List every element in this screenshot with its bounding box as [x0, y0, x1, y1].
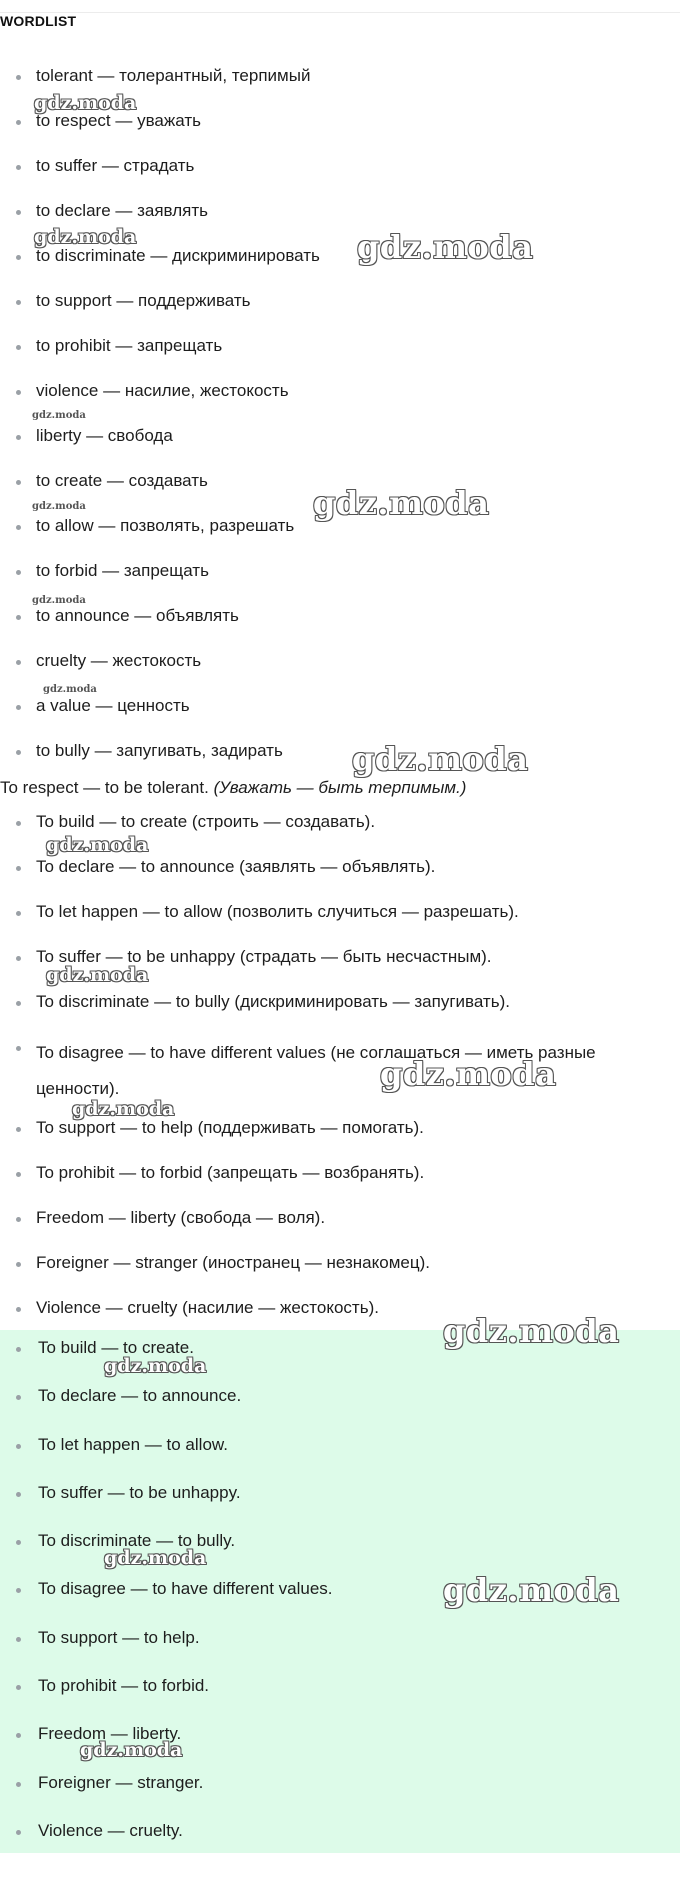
pair-item: To build — to create (строить — создавать).: [0, 810, 660, 834]
respect-russian: (Уважать — быть терпимым.): [213, 778, 467, 797]
wordlist-item: to announce — объявлять: [0, 604, 320, 628]
wordlist-item: to forbid — запрещать: [0, 559, 320, 583]
wordlist-item: cruelty — жестокость: [0, 649, 320, 673]
wordlist-item: to respect — уважать: [0, 109, 320, 133]
wordlist: [0, 64, 320, 784]
answer-item: To build — to create.: [0, 1336, 333, 1360]
pair-item: To let happen — to allow (позволить случиться — разрешать).: [0, 900, 660, 924]
watermark: gdz.moda: [34, 92, 137, 114]
respect-sentence: [0, 776, 466, 800]
pair-item: To suffer — to be unhappy (страдать — быть несчастным).: [0, 945, 660, 969]
watermark: gdz.moda: [32, 501, 86, 512]
wordlist-item: to create — создавать: [0, 469, 320, 493]
answer-list: [0, 1336, 333, 1867]
watermark: gdz.moda: [34, 226, 137, 248]
answer-item: To let happen — to allow.: [0, 1433, 333, 1457]
wordlist-item: a value — ценность: [0, 694, 320, 718]
answer-item: To disagree — to have different values.: [0, 1577, 333, 1601]
watermark: gdz.moda: [32, 410, 86, 421]
watermark: gdz.moda: [380, 1055, 557, 1093]
wordlist-item: to discriminate — дискриминировать: [0, 244, 320, 268]
pair-item: Violence — cruelty (насилие — жестокость).: [0, 1296, 660, 1320]
answer-item: To prohibit — to forbid.: [0, 1674, 333, 1698]
watermark: gdz.moda: [46, 834, 149, 856]
wordlist-heading: WORDLIST: [0, 13, 77, 29]
wordlist-item: to bully — запугивать, задирать: [0, 739, 320, 763]
pair-item: To declare — to announce (заявлять — объявлять).: [0, 855, 660, 879]
answer-item: To discriminate — to bully.: [0, 1529, 333, 1553]
wordlist-item: violence — насилие, жестокость: [0, 379, 320, 403]
watermark: gdz.moda: [357, 228, 534, 266]
top-divider: [0, 12, 680, 13]
wordlist-item: tolerant — толерантный, терпимый: [0, 64, 320, 88]
watermark: gdz.moda: [32, 595, 86, 606]
watermark: gdz.moda: [443, 1312, 620, 1350]
synonym-pairs-list: [0, 810, 660, 1341]
wordlist-item: liberty — свобода: [0, 424, 320, 448]
answer-item: Freedom — liberty.: [0, 1722, 333, 1746]
watermark: gdz.moda: [43, 684, 97, 695]
answer-item: To suffer — to be unhappy.: [0, 1481, 333, 1505]
wordlist-item: to declare — заявлять: [0, 199, 320, 223]
pair-item: To support — to help (поддерживать — помогать).: [0, 1116, 660, 1140]
wordlist-item: to support — поддерживать: [0, 289, 320, 313]
answer-item: Foreigner — stranger.: [0, 1771, 333, 1795]
wordlist-item: to allow — позволять, разрешать: [0, 514, 320, 538]
watermark: gdz.moda: [313, 484, 490, 522]
watermark: gdz.moda: [80, 1739, 183, 1761]
answer-item: To declare — to announce.: [0, 1384, 333, 1408]
watermark: gdz.moda: [104, 1355, 207, 1377]
pair-item: To disagree — to have different values (не соглашаться — иметь разные ценности).: [0, 1035, 660, 1107]
watermark: gdz.moda: [443, 1571, 620, 1609]
watermark: gdz.moda: [46, 964, 149, 986]
answer-item: Violence — cruelty.: [0, 1819, 333, 1843]
watermark: gdz.moda: [72, 1098, 175, 1120]
answer-item: To support — to help.: [0, 1626, 333, 1650]
pair-item: Freedom — liberty (свобода — воля).: [0, 1206, 660, 1230]
pair-item: To prohibit — to forbid (запрещать — возбранять).: [0, 1161, 660, 1185]
wordlist-item: to prohibit — запрещать: [0, 334, 320, 358]
wordlist-item: to suffer — страдать: [0, 154, 320, 178]
pair-item: To discriminate — to bully (дискриминировать — запугивать).: [0, 990, 660, 1014]
respect-english: To respect — to be tolerant.: [0, 778, 209, 797]
watermark: gdz.moda: [104, 1547, 207, 1569]
pair-item: Foreigner — stranger (иностранец — незнакомец).: [0, 1251, 660, 1275]
watermark: gdz.moda: [352, 740, 529, 778]
